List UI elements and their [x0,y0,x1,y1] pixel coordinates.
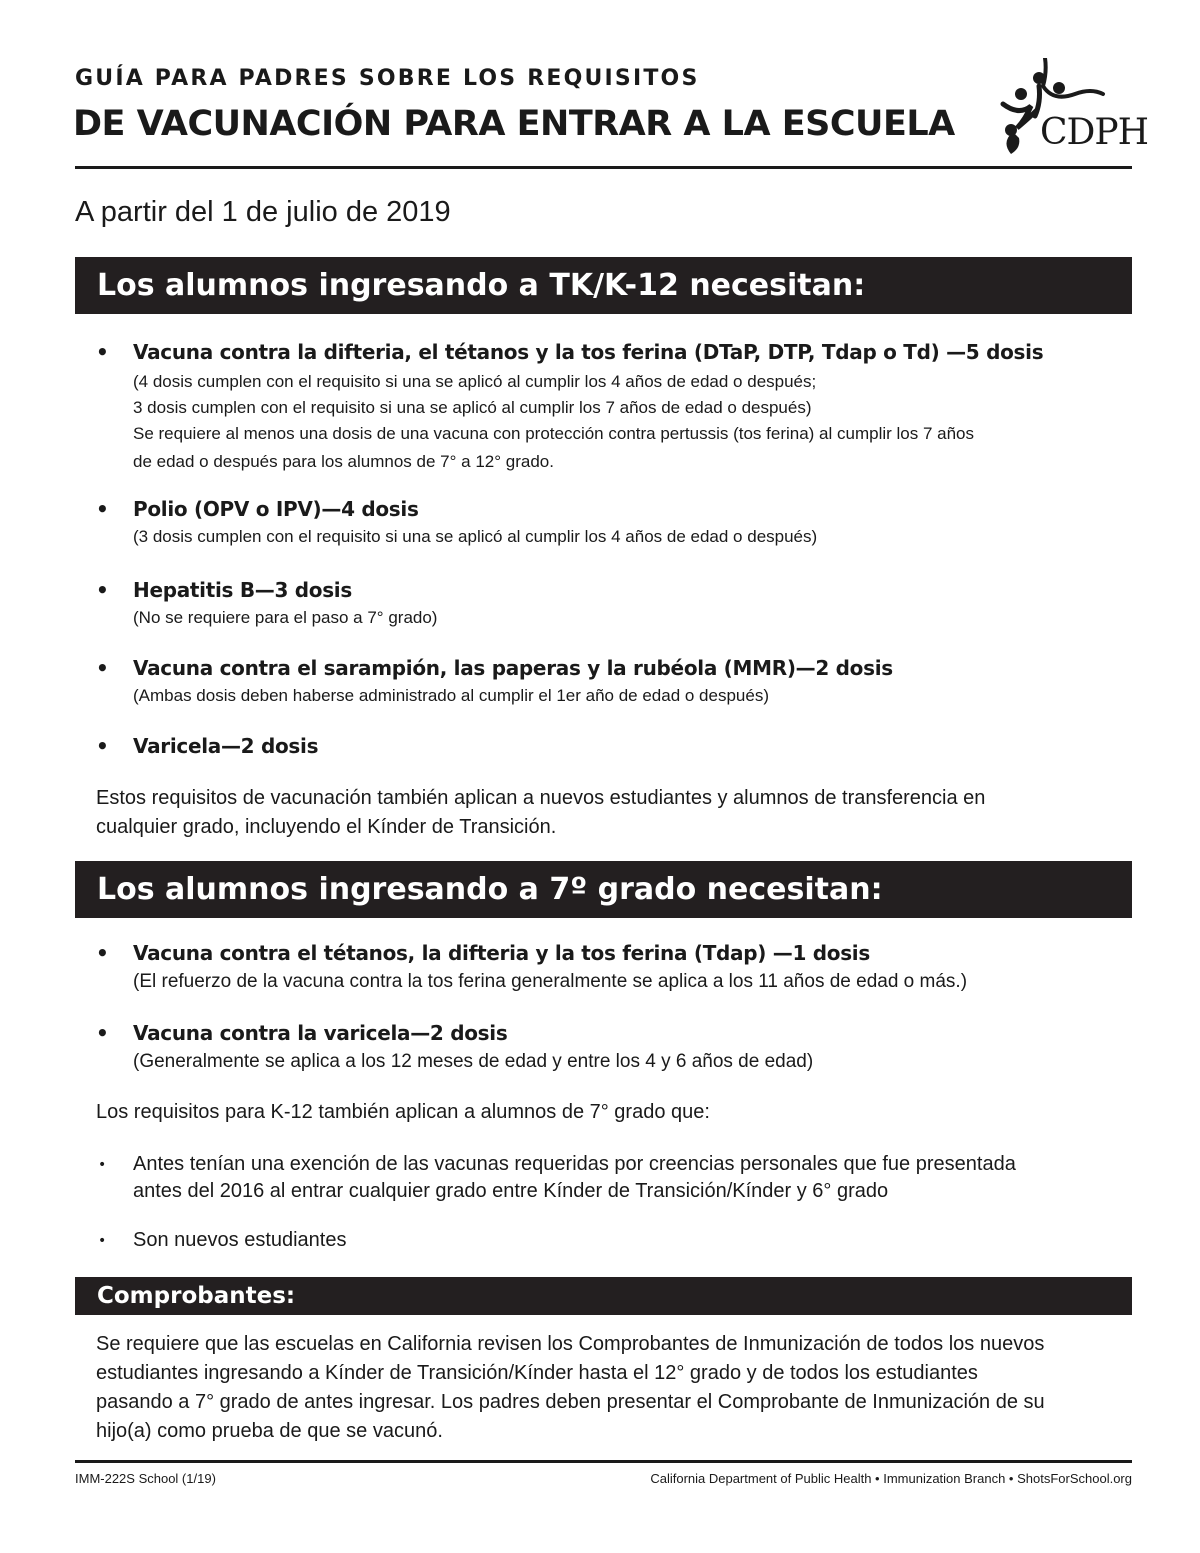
item-note: (El refuerzo de la vacuna contra la tos ferina generalmente se aplica a los 11 años de edad o más.) [133,971,968,992]
footer-divider [75,1460,1132,1463]
section-heading-proof: Comprobantes: [75,1277,1132,1315]
item-note: (Ambas dosis deben haberse administrado al cumplir el 1er año de edad o después) [133,686,769,705]
item-title: Polio (OPV o IPV)—4 dosis [133,497,419,521]
condition-text: antes del 2016 al entrar cualquier grado entre Kínder de Transición/Kínder y 6° grado [133,1180,889,1202]
item-title: Vacuna contra la varicela—2 dosis [133,1021,508,1045]
item-note: (Generalmente se aplica a los 12 meses de edad y entre los 4 y 6 años de edad) [133,1051,814,1072]
bullet-icon: • [96,734,109,758]
bullet-icon: • [96,578,109,602]
bullet-icon: • [96,656,109,680]
item-title: Vacuna contra el tétanos, la difteria y la tos ferina (Tdap) —1 dosis [133,941,870,965]
item-note: 3 dosis cumplen con el requisito si una se aplicó al cumplir los 7 años de edad o después) [133,398,812,417]
bullet-icon: • [96,941,109,965]
header-title: DE VACUNACIÓN PARA ENTRAR A LA ESCUELA [73,104,955,144]
bullet-icon: • [98,1157,107,1173]
proof-body-line: estudiantes ingresando a Kínder de Transición/Kínder hasta el 12° grado y de todos los estudiantes [96,1362,978,1384]
bullet-icon: • [96,340,109,364]
proof-body-line: hijo(a) como prueba de que se vacunó. [96,1420,443,1442]
section-closing-line: Estos requisitos de vacunación también aplican a nuevos estudiantes y alumnos de transferencia en [96,787,986,809]
condition-text: Son nuevos estudiantes [133,1229,347,1251]
section-heading-k12: Los alumnos ingresando a TK/K-12 necesitan: [75,257,1132,314]
bullet-icon: • [98,1233,107,1249]
section-heading-7th: Los alumnos ingresando a 7º grado necesitan: [75,861,1132,918]
footer-org: California Department of Public Health • Immunization Branch • ShotsForSchool.org [650,1471,1132,1486]
condition-text: Antes tenían una exención de las vacunas requeridas por creencias personales que fue presentada [133,1153,1016,1175]
item-title: Hepatitis B—3 dosis [133,578,352,602]
item-title: Vacuna contra el sarampión, las paperas y la rubéola (MMR)—2 dosis [133,656,893,680]
proof-body-line: pasando a 7° grado de antes ingresar. Los padres deben presentar el Comprobante de Inmunización de su [96,1391,1045,1413]
section-closing-line: cualquier grado, incluyendo el Kínder de Transición. [96,816,557,838]
conditions-intro: Los requisitos para K-12 también aplican a alumnos de 7° grado que: [96,1101,710,1123]
form-id: IMM-222S School (1/19) [75,1471,216,1486]
effective-date: A partir del 1 de julio de 2019 [75,196,451,228]
proof-body-line: Se requiere que las escuelas en California revisen los Comprobantes de Inmunización de todos los nuevos [96,1333,1045,1355]
header-divider [75,166,1132,169]
cdph-logo-text: CDPH [1040,112,1149,153]
item-note: (4 dosis cumplen con el requisito si una se aplicó al cumplir los 4 años de edad o después; [133,372,817,391]
item-title: Varicela—2 dosis [133,734,319,758]
bullet-icon: • [96,497,109,521]
item-note: (3 dosis cumplen con el requisito si una se aplicó al cumplir los 4 años de edad o después) [133,527,818,546]
item-note: Se requiere al menos una dosis de una vacuna con protección contra pertussis (tos ferina) al cumplir los 7 años [133,424,975,443]
item-title: Vacuna contra la difteria, el tétanos y la tos ferina (DTaP, DTP, Tdap o Td) —5 dosis [133,340,1044,364]
header-pretitle: GUÍA PARA PADRES SOBRE LOS REQUISITOS [75,66,700,91]
item-note: (No se requiere para el paso a 7° grado) [133,608,438,627]
item-note: de edad o después para los alumnos de 7° a 12° grado. [133,452,554,471]
bullet-icon: • [96,1021,109,1045]
